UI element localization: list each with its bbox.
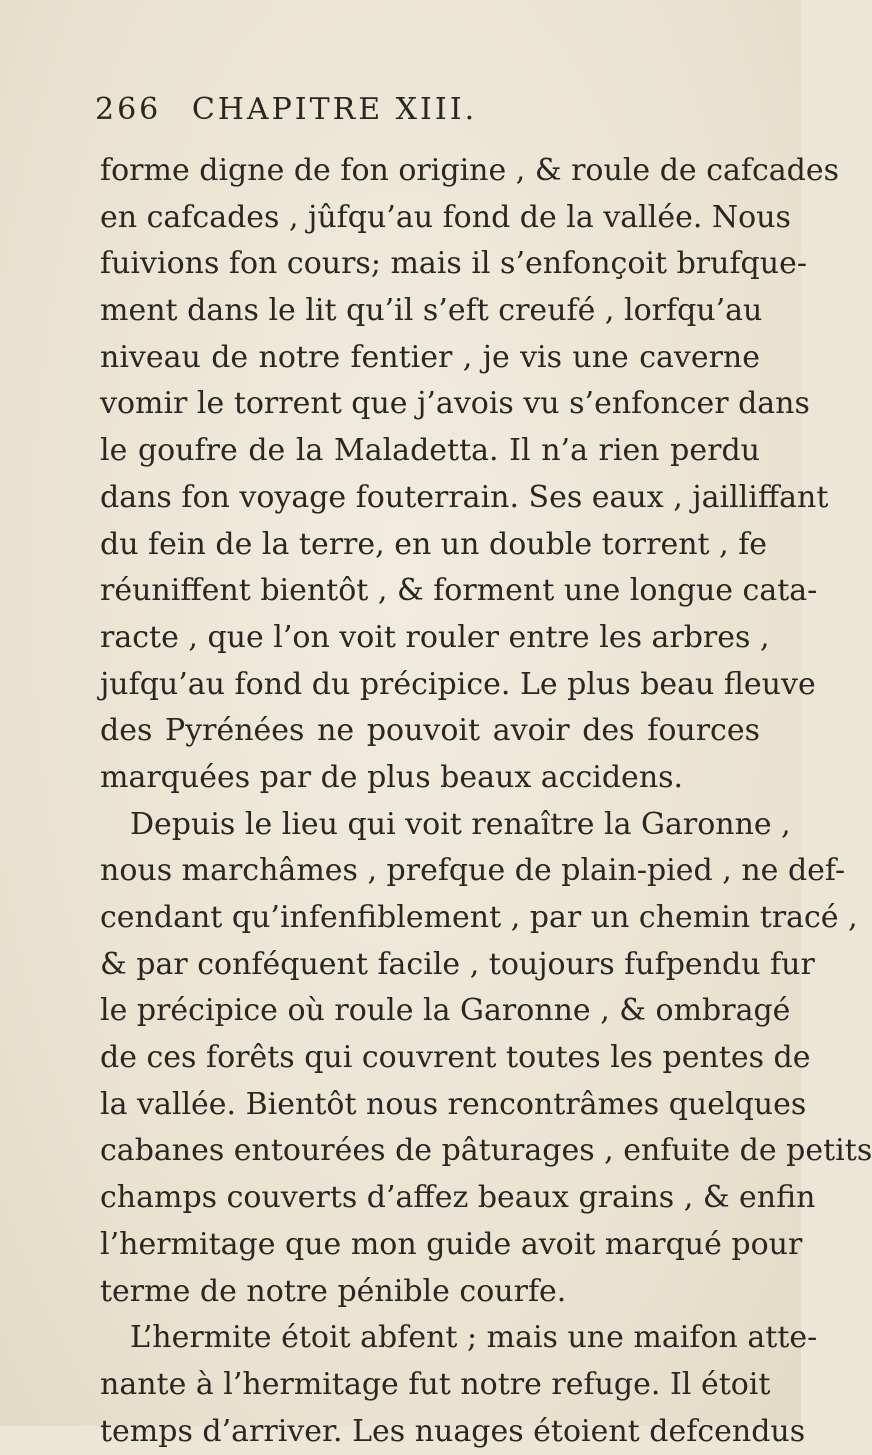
text-line: l’hermitage que mon guide avoit marqué pour xyxy=(100,1226,803,1262)
text-line: fuivions fon cours; mais il s’enfonçoit brufque- xyxy=(100,246,807,282)
text-line: de ces forêts qui couvrent toutes les pentes de xyxy=(100,1040,811,1076)
paragraph-end-line: terme de notre pénible courfe. xyxy=(100,1273,567,1309)
text-line: dans fon voyage fouterrain. Ses eaux , jailliffant xyxy=(100,479,829,515)
text-line: cabanes entourées de pâturages , enfuite de petits xyxy=(100,1133,872,1169)
text-line: du fein de la terre, en un double torrent , fe xyxy=(100,526,768,562)
text-body xyxy=(100,148,872,1455)
text-line: jufqu’au fond du précipice. Le plus beau fleuve xyxy=(100,666,816,702)
text-line: champs couverts d’affez beaux grains , & enfin xyxy=(100,1180,816,1216)
paragraph-start-line: Depuis le lieu qui voit renaître la Garonne , xyxy=(130,806,791,842)
paragraph-start-line: L’hermite étoit abfent ; mais une maifon atte- xyxy=(130,1320,818,1356)
paragraph-end-line: marquées par de plus beaux accidens. xyxy=(100,759,684,795)
text-line: nante à l’hermitage fut notre refuge. Il étoit xyxy=(100,1366,771,1402)
text-line: temps d’arriver. Les nuages étoient defcendus xyxy=(100,1413,806,1449)
text-line: en cafcades , jûfqu’au fond de la vallée. Nous xyxy=(100,199,791,235)
text-line: forme digne de fon origine , & roule de cafcades xyxy=(100,153,840,188)
text-line: la vallée. Bientôt nous rencontrâmes quelques xyxy=(100,1086,807,1122)
text-line: réuniffent bientôt , & forment une longue cata- xyxy=(100,573,818,609)
text-line: nous marchâmes , prefque de plain-pied , ne def- xyxy=(100,853,846,889)
text-line: le goufre de la Maladetta. Il n’a rien perdu xyxy=(100,433,760,469)
text-line: niveau de notre fentier , je vis une caverne xyxy=(100,339,760,375)
text-line: le précipice où roule la Garonne , & ombragé xyxy=(100,993,791,1029)
text-line: vomir le torrent que j’avois vu s’enfoncer dans xyxy=(100,386,810,422)
running-header xyxy=(95,92,735,127)
text-line: racte , que l’on voit rouler entre les arbres , xyxy=(100,619,770,655)
text-line: & par conféquent facile , toujours fufpendu fur xyxy=(100,946,815,982)
page-number: 266 xyxy=(95,92,162,127)
text-line: cendant qu’infenfiblement , par un chemin tracé , xyxy=(100,900,858,935)
text-line: ment dans le lit qu’il s’eft creufé , lorfqu’au xyxy=(100,293,763,329)
running-title: CHAPITRE XIII. xyxy=(191,92,478,127)
text-line: des Pyrénées ne pouvoit avoir des fources xyxy=(100,713,760,749)
